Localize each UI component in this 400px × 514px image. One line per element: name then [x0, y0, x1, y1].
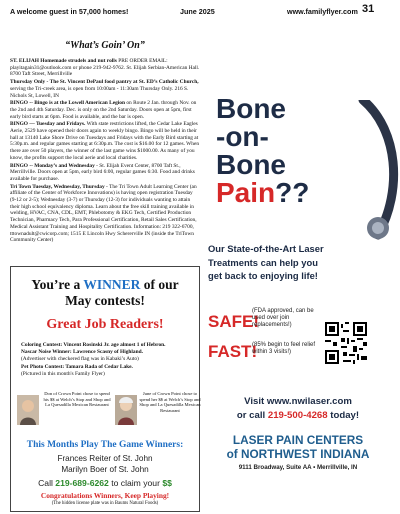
event-item — [10, 184, 200, 244]
great-job-heading: Great Job Readers! — [46, 317, 164, 332]
ad-brand-name — [203, 433, 393, 461]
contest-result — [21, 349, 193, 356]
game-winner-2: Marilyn Boer of St. John — [61, 465, 149, 474]
item-lead: ST. ELIJAH Homemade strudels and nut rolls — [10, 58, 117, 64]
laser-pain-ad — [203, 40, 393, 512]
item-text: With state restrictions lifted, the Cedar Lake Eagles Aerie, 2529 have opened their doors again to weekly bingo. Bingo will be held in their hall at 13140 Lake Shore Drive on Tuesdays and Fridays with the Early Bird starting at 5:30p.m. and regular games starting at 6:30p.m. The cost is $16.00 for 12 games. When there are over 50 players, the winner of the last game wins $1000.00. As many of you know, the profits support the local aerie and local charities. — [10, 121, 200, 161]
item-text: on Route 2 Jan. through Nov. on the 2nd and 4th Saturday. Dec. is only on the 2nd Saturday. Doors open at 5pm, first early bird starts at 6pm. Food is available, and the bar is open. — [10, 100, 197, 120]
event-item — [10, 79, 200, 99]
section-title: “What’s Goin’ On” — [65, 40, 145, 51]
item-text: (Pictured in this month's Family Flyer) — [21, 370, 105, 377]
qr-code-icon[interactable] — [325, 322, 367, 364]
ad-headline-qq: ?? — [275, 177, 310, 208]
item-lead: BINGO -- Bingo is at the Lowell American Legion — [10, 100, 125, 107]
ad-website-link[interactable]: www.nwilaser.com — [266, 396, 352, 407]
game-winner-1: Frances Reiter of St. John — [57, 454, 153, 463]
claim-phone-link[interactable]: 219-689-6262 — [55, 478, 109, 488]
header-tagline: A welcome guest in 57,000 homes! — [10, 7, 129, 16]
item-text: serving the Tri-creek area, is open from 10:00am - 11:30am Thursday Only. 216 S. Nichols St, Lowell, IN — [10, 85, 189, 99]
ad-address: 9111 Broadway, Suite AA • Merrillville, IN — [238, 464, 358, 471]
contest-result — [21, 356, 193, 363]
ad-contact — [203, 395, 393, 423]
fast-description: (85% begin to feel relief within 3 visits!) — [252, 342, 316, 356]
ad-headline-pain: Pain — [216, 177, 276, 208]
event-item — [10, 121, 200, 161]
fine-print: (The hidden license plate was in Baums Natural Foods) — [51, 501, 159, 506]
claim-line — [11, 478, 199, 488]
event-item — [10, 100, 200, 120]
page-header — [0, 0, 400, 22]
congrats-text: Congratulations Winners, Keep Playing! — [40, 491, 170, 500]
item-lead: BINGO — Tuesday and Fridays. — [10, 121, 86, 128]
events-list — [10, 58, 200, 244]
call-suffix: today! — [327, 410, 360, 421]
safe-description: (FDA approved, can be used over join replacements!) — [252, 308, 314, 329]
claim-pre: Call — [38, 478, 56, 488]
item-lead: Thursday Only - The St. Vincent DePaul food pantry at St. ED’s Catholic Church, — [10, 79, 199, 86]
item-text: PRE ORDER EMAIL: playitagain31@outlook.com or phone 219-942-9762. St. Elijah Serbian-American Hall. 8700 Taft Street, Merrillville — [10, 58, 200, 78]
whats-goin-on-section — [10, 40, 200, 245]
ad-headline — [216, 95, 336, 207]
brand-line2: of NORTHWEST INDIANA — [226, 447, 370, 461]
contest-result — [21, 371, 193, 378]
visit-prefix: Visit — [244, 396, 267, 407]
claim-dollars: $$ — [162, 478, 172, 488]
item-text: - The Tri Town Adult Learning Center (an affiliate of the Center of Workforce Innovations) is having open registration Tuesday (9-12 or 2-5); Wednesday (3-7) or Thursday (12-3) for individuals wanting to attain their high school equivalency diploma. Learn about the free skill training available in welding, HVAC, CNA, CDL, EMT, Phlebotomy & EKG Tech, Certified Production Technician, Pharmacy Tech, Para Professional Certification, Retail Sales Certification, Medical Assistant Training and Hospitality Certification. Information: 219 322-6700, tttownadult@cwicorp.com; 1515 E Lincoln Hwy Schererville IN (inside the TriTown Community Center) — [10, 183, 197, 244]
item-lead: Nascar Noise Winner: Lawrence Scasny of Highland. — [21, 349, 143, 356]
winner-photo-right — [115, 395, 137, 425]
header-issue-date: June 2025 — [180, 7, 215, 16]
contest-result — [21, 342, 193, 349]
item-text: - St. Elijah Event Center, 8700 Taft St., Merrillville. Doors open at 5pm, early bird 6:00, regular games 6:30. Food and drinks available for purchase. — [10, 162, 195, 182]
item-lead: Coloring Contest: Vincent Rosinski Jr. age almost 1 of Hebron. — [21, 342, 166, 348]
contest-result — [21, 364, 193, 371]
page-number: 31 — [362, 3, 375, 15]
item-lead: Pet Photo Contest: Tamara Rada of Cedar Lake. — [21, 363, 133, 370]
event-item — [10, 58, 200, 78]
ad-headline-line3: Bone — [216, 149, 286, 180]
winner-headline — [11, 277, 199, 309]
claim-mid: to claim your — [108, 478, 163, 488]
ad-headline-line4 — [216, 179, 336, 207]
caption-right: June of Crown Point chose to spend her $$ at Welch’s Stop and Shop and La Quesadilla Mexican Restaurant — [139, 391, 201, 413]
headline-line2: May contests! — [65, 293, 145, 308]
headline-post: of our — [140, 277, 179, 292]
laser-device-icon — [323, 100, 400, 240]
ad-headline-line1: Bone — [216, 93, 286, 124]
winners-box — [10, 266, 200, 512]
ad-phone-link[interactable]: 219-500-4268 — [267, 410, 328, 421]
item-lead: BINGO -- Monday’s and Wednesday — [10, 162, 95, 169]
headline-pre: You’re a — [31, 277, 84, 292]
item-text: (Advertiser with checkered flag was in Kabaki’s Auto) — [21, 356, 139, 363]
ad-headline-line2: -on- — [216, 121, 269, 152]
headline-winner: WINNER — [83, 277, 141, 292]
header-website[interactable]: www.familyflyer.com — [287, 7, 358, 16]
caption-left: Don of Crown Point chose to spend his $$ at Welch’s Stop and Shop and La Quesadilla Mexican Restaurant — [43, 391, 111, 408]
call-prefix: or call — [236, 410, 268, 421]
game-winners-title: This Months Play The Game Winners: — [26, 440, 184, 450]
contest-results — [21, 342, 193, 378]
item-lead: Tri Town Tuesday, Wednesday, Thursday — [10, 183, 105, 190]
safe-label: SAFE! — [208, 312, 259, 331]
brand-line1: LASER PAIN CENTERS — [232, 433, 364, 447]
ad-lead-text: Our State-of-the-Art Laser Treatments can help you get back to enjoying life! — [208, 243, 324, 282]
winner-photo-left — [17, 395, 39, 425]
fast-label: FAST! — [208, 342, 258, 361]
event-item — [10, 163, 200, 183]
